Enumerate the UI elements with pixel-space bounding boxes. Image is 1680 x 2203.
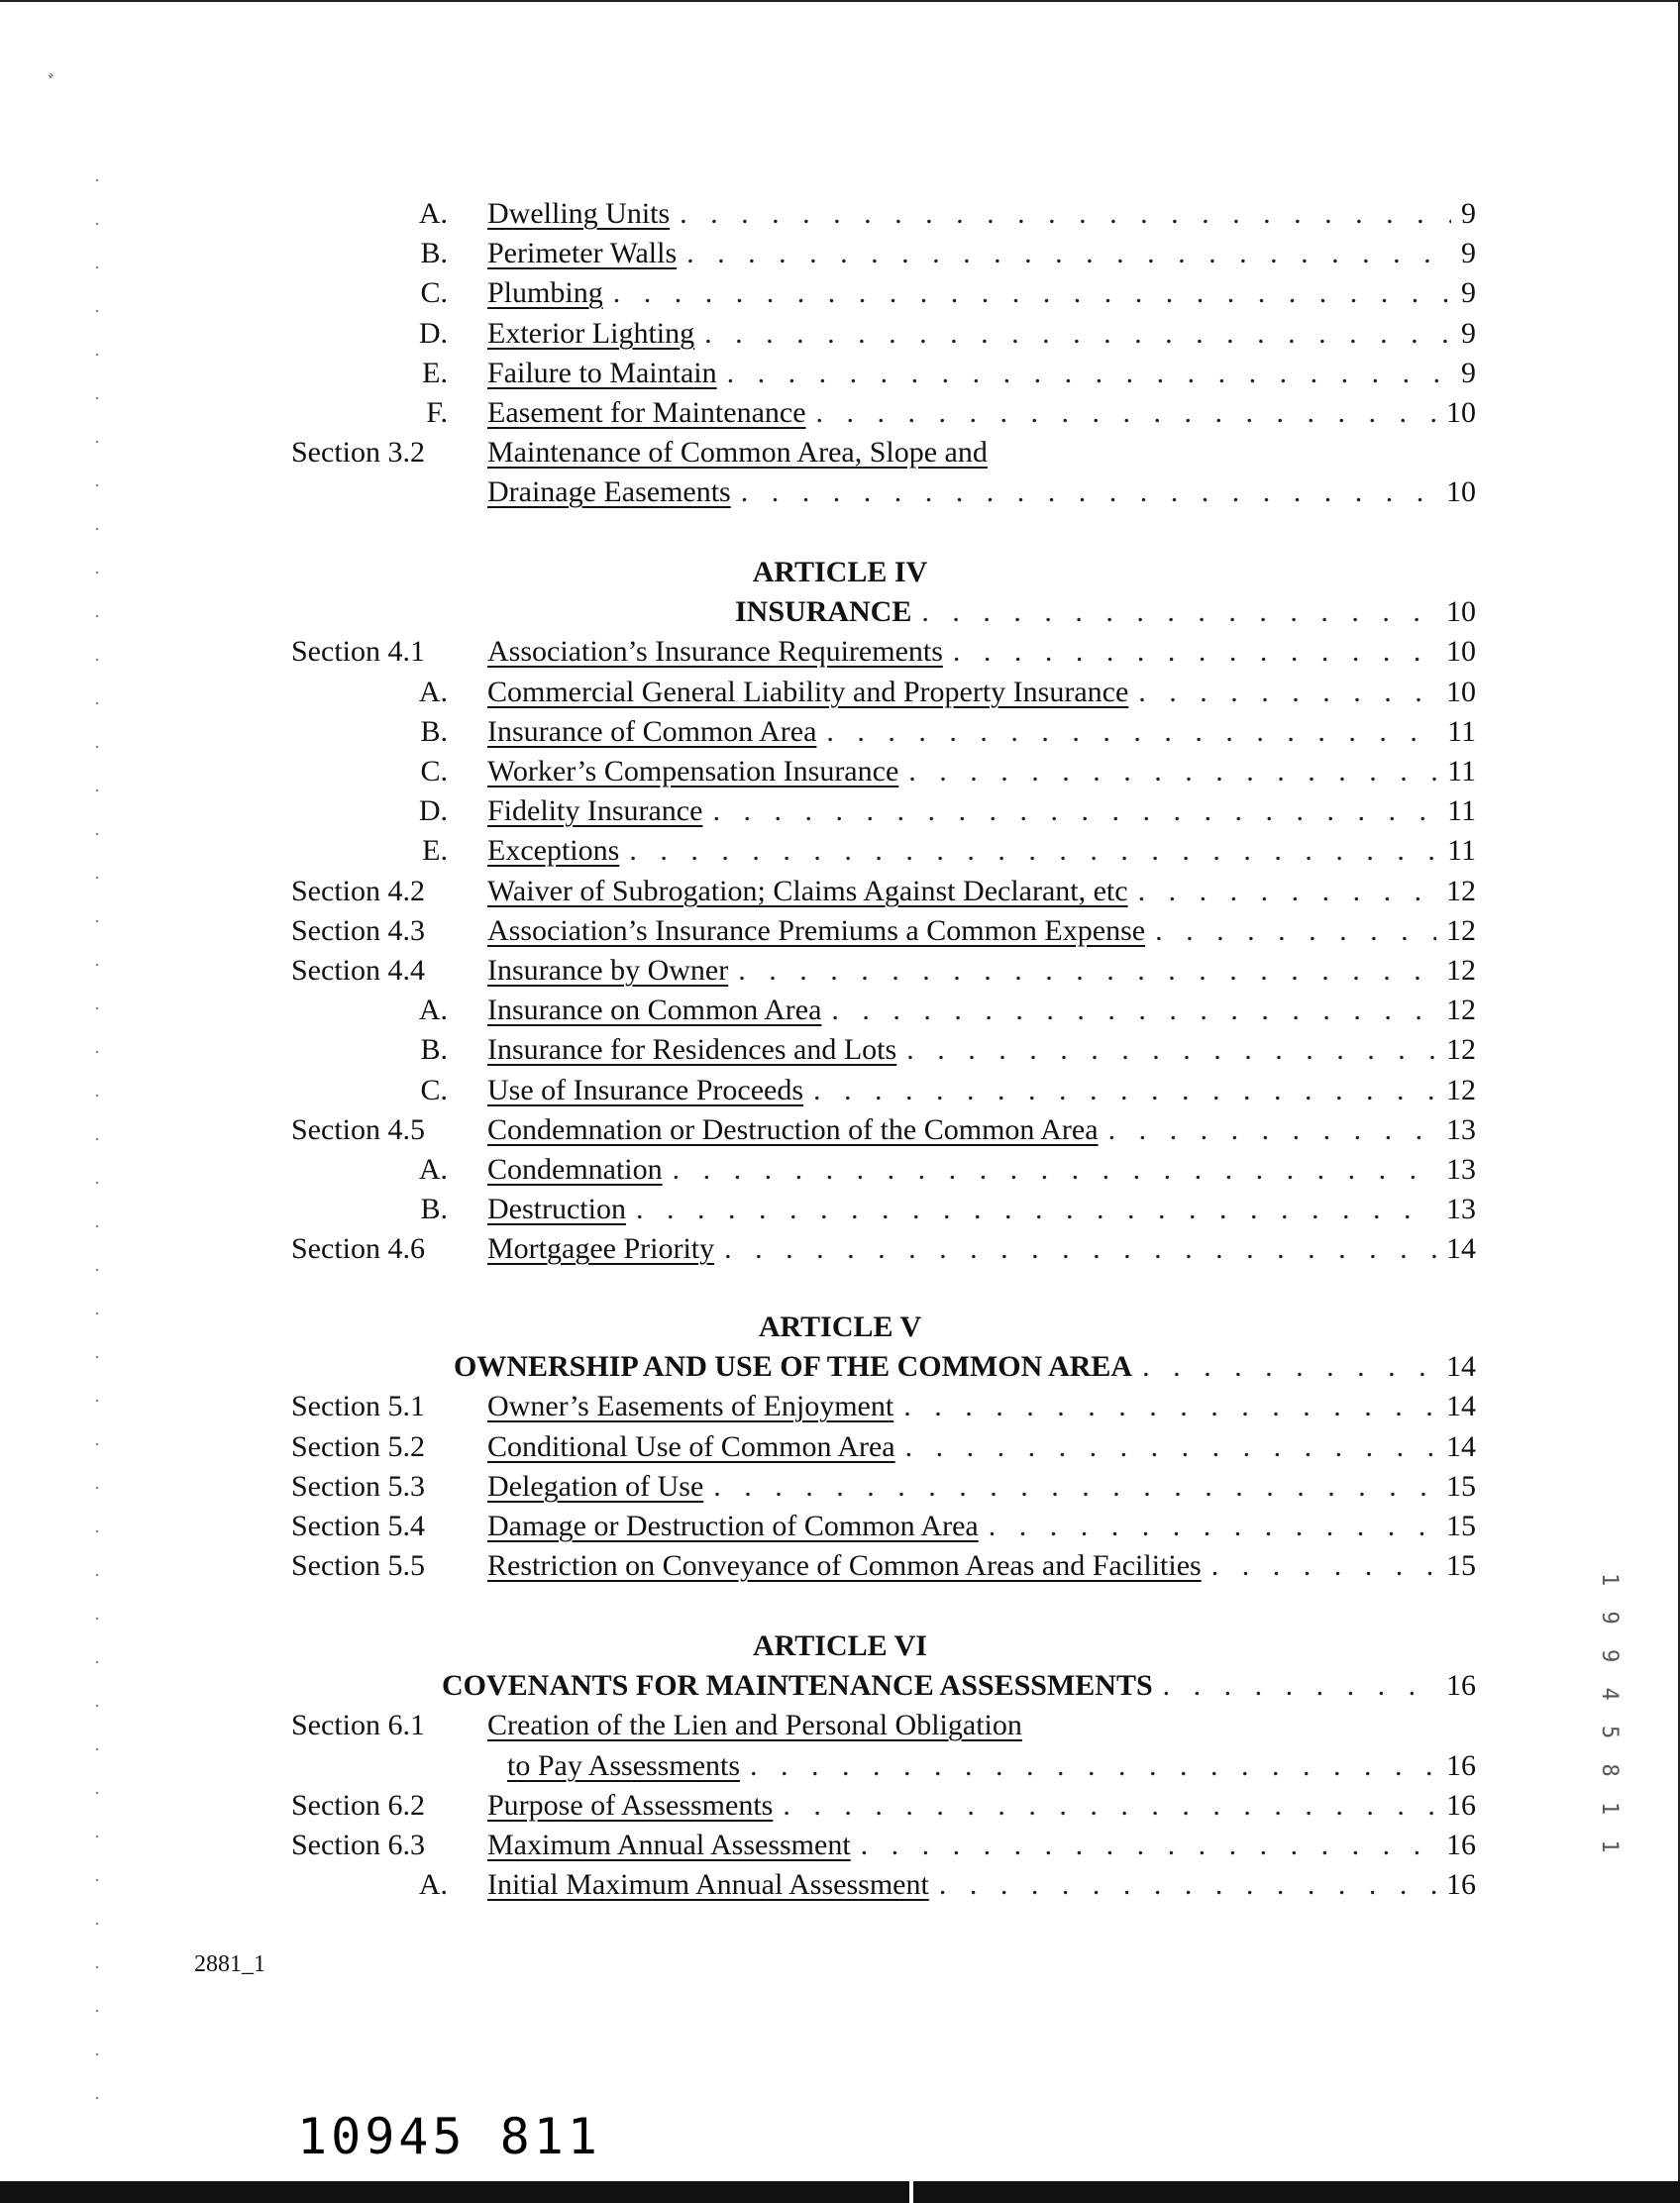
toc-entry [0, 393, 1680, 433]
entry-title: Maximum Annual Assessment [487, 1829, 851, 1861]
page-number: 12 [1446, 1074, 1476, 1106]
toc-entry [0, 1546, 1680, 1586]
leader-dots [908, 752, 1437, 791]
page-number: 10 [1446, 396, 1476, 429]
entry-title: Insurance for Residences and Lots [487, 1033, 897, 1066]
entry-title-line [487, 234, 1476, 273]
leader-dots [680, 194, 1451, 234]
page-number: 9 [1461, 237, 1476, 269]
leader-dots [816, 393, 1436, 433]
entry-title: Easement for Maintenance [487, 396, 806, 429]
leader-dots [921, 592, 1436, 632]
entry-title-line [487, 314, 1476, 354]
page-number: 9 [1461, 276, 1476, 309]
entry-title: Association’s Insurance Premiums a Common Expense [487, 914, 1146, 947]
section-number: Section 4.2 [291, 875, 425, 907]
leader-dots [783, 1786, 1436, 1826]
entry-title: Mortgagee Priority [487, 1232, 715, 1265]
entry-title-line [487, 194, 1476, 234]
entry-title-line [487, 1546, 1476, 1586]
toc-entry [0, 1826, 1680, 1865]
leader-dots [1142, 1347, 1436, 1387]
leader-dots [1155, 911, 1436, 951]
section-number: Section 4.4 [291, 954, 425, 987]
entry-title: Insurance on Common Area [487, 994, 822, 1026]
section-number: Section 5.1 [291, 1390, 425, 1422]
entry-title-line [507, 1746, 1476, 1786]
toc-entry [0, 1190, 1680, 1229]
toc-entry [0, 673, 1680, 712]
leader-dots [1211, 1546, 1436, 1586]
page-number: 13 [1446, 1193, 1476, 1225]
side-recording-mark: 1 9 9 4 5 8 1 1 [1597, 1573, 1622, 1859]
toc-entry [0, 194, 1680, 234]
page-number: 11 [1447, 834, 1476, 867]
document-id: 2881_1 [194, 1951, 265, 1977]
page-number: 12 [1446, 954, 1476, 987]
toc-entry [0, 951, 1680, 991]
leader-dots [673, 1150, 1436, 1190]
toc-entry [0, 314, 1680, 354]
subsection-letter: C. [420, 276, 448, 309]
page-number: 10 [1446, 595, 1476, 628]
leader-dots [712, 791, 1437, 831]
page-number: 12 [1446, 914, 1476, 947]
entry-title-line [487, 1387, 1476, 1426]
entry-title-line [487, 872, 1476, 911]
entry-title: Conditional Use of Common Area [487, 1430, 895, 1463]
page-number: 9 [1461, 317, 1476, 350]
entry-title: Waiver of Subrogation; Claims Against Declarant, etc [487, 875, 1128, 907]
page-number: 10 [1446, 676, 1476, 708]
section-number: Section 5.5 [291, 1549, 425, 1582]
entry-title-line [487, 1110, 1476, 1150]
section-number: Section 6.1 [291, 1709, 425, 1741]
subsection-letter: B. [420, 715, 448, 748]
section-number: Section 6.2 [291, 1789, 425, 1822]
page-number: 10 [1446, 475, 1476, 508]
entry-title-line [487, 1507, 1476, 1546]
toc-entry [0, 1229, 1680, 1269]
entry-title-line [487, 991, 1476, 1030]
section-number: Section 5.4 [291, 1510, 425, 1542]
leader-dots [738, 951, 1436, 991]
subsection-letter: E. [422, 357, 448, 389]
entry-title-line [487, 1190, 1476, 1229]
page-number: 11 [1447, 715, 1476, 748]
entry-title-line [487, 273, 1476, 313]
leader-dots [713, 1467, 1436, 1507]
toc-entry [0, 872, 1680, 911]
article-heading: ARTICLE IV [752, 556, 928, 588]
leader-dots [704, 314, 1451, 354]
leader-dots [629, 831, 1437, 871]
page-number: 16 [1446, 1789, 1476, 1822]
entry-title: Plumbing [487, 276, 603, 309]
subsection-letter: D. [418, 317, 448, 350]
entry-title: Condemnation or Destruction of the Common Area [487, 1113, 1099, 1146]
entry-title-line [487, 1150, 1476, 1190]
toc-entry [0, 712, 1680, 752]
leader-dots [613, 273, 1451, 313]
leader-dots [1163, 1666, 1436, 1706]
page-number: 12 [1446, 994, 1476, 1026]
page-number: 9 [1461, 197, 1476, 230]
leader-dots [826, 712, 1437, 752]
entry-title: Perimeter Walls [487, 237, 678, 269]
leader-dots [905, 1427, 1436, 1467]
leader-dots [1138, 872, 1436, 911]
scan-bottom-band [0, 2181, 1680, 2203]
subsection-letter: B. [420, 237, 448, 269]
entry-title: Insurance of Common Area [487, 715, 817, 748]
entry-title-line [487, 831, 1476, 871]
entry-title-line [487, 632, 1476, 672]
entry-title: Owner’s Easements of Enjoyment [487, 1390, 894, 1422]
leader-dots [831, 991, 1436, 1030]
toc-entry [0, 1427, 1680, 1467]
page-number: 12 [1446, 875, 1476, 907]
entry-title-line [487, 673, 1476, 712]
entry-title-line [487, 1071, 1476, 1110]
page-number: 13 [1446, 1153, 1476, 1186]
leader-dots [939, 1865, 1436, 1905]
toc-entry [0, 1150, 1680, 1190]
leader-dots [686, 234, 1451, 273]
toc-entry [0, 472, 1680, 512]
toc-entry [0, 1507, 1680, 1546]
toc-entry [0, 273, 1680, 313]
article-heading: ARTICLE V [758, 1311, 922, 1343]
entry-title: Drainage Easements [487, 475, 731, 508]
article-title-line [442, 1666, 1476, 1706]
page-number: 14 [1446, 1232, 1476, 1265]
section-number: Section 6.3 [291, 1829, 425, 1861]
entry-title-line [487, 472, 1476, 512]
section-number: Section 4.5 [291, 1113, 425, 1146]
entry-title: Delegation of Use [487, 1470, 704, 1503]
article-title: COVENANTS FOR MAINTENANCE ASSESSMENTS [442, 1669, 1153, 1702]
entry-title: Creation of the Lien and Personal Obligation [487, 1709, 1022, 1741]
toc-entry [0, 234, 1680, 273]
entry-title: Initial Maximum Annual Assessment [487, 1868, 929, 1901]
subsection-letter: A. [418, 1868, 448, 1901]
entry-title: Commercial General Liability and Property Insurance [487, 676, 1129, 708]
entry-title: Worker’s Compensation Insurance [487, 755, 899, 787]
entry-title: Condemnation [487, 1153, 663, 1186]
entry-title-line [487, 951, 1476, 991]
page-number: 15 [1446, 1510, 1476, 1542]
article-title-line [454, 1347, 1476, 1387]
leader-dots [989, 1507, 1436, 1546]
entry-title-line [487, 791, 1476, 831]
toc-entry [0, 911, 1680, 951]
leader-dots [953, 632, 1436, 672]
leader-dots [861, 1826, 1436, 1865]
subsection-letter: A. [418, 197, 448, 230]
entry-title: Fidelity Insurance [487, 794, 703, 827]
toc-entry [0, 433, 1680, 472]
entry-title: Exceptions [487, 834, 620, 867]
page-number: 11 [1447, 755, 1476, 787]
entry-title-line [487, 1030, 1476, 1070]
section-number: Section 4.1 [291, 635, 425, 668]
article-title: OWNERSHIP AND USE OF THE COMMON AREA [454, 1350, 1133, 1383]
subsection-letter: B. [420, 1193, 448, 1225]
page-number: 14 [1446, 1390, 1476, 1422]
section-number: Section 5.3 [291, 1470, 425, 1503]
page-number: 10 [1446, 635, 1476, 668]
article-heading: ARTICLE VI [753, 1629, 927, 1662]
subsection-letter: C. [420, 755, 448, 787]
leader-dots [724, 1229, 1436, 1269]
entry-title-line [487, 393, 1476, 433]
page-number: 14 [1446, 1430, 1476, 1463]
subsection-letter: E. [422, 834, 448, 867]
entry-title: Dwelling Units [487, 197, 671, 230]
entry-title: Restriction on Conveyance of Common Areas and Facilities [487, 1549, 1202, 1582]
entry-title-line [487, 354, 1476, 393]
entry-title-line [487, 1467, 1476, 1507]
entry-title-line [487, 1786, 1476, 1826]
entry-title: Maintenance of Common Area, Slope and [487, 436, 988, 469]
leader-dots [1108, 1110, 1436, 1150]
subsection-letter: B. [420, 1033, 448, 1066]
article-title: INSURANCE [735, 595, 912, 628]
leader-dots [813, 1071, 1436, 1110]
toc-entry [0, 831, 1680, 871]
entry-title: Use of Insurance Proceeds [487, 1074, 804, 1106]
leader-dots [750, 1746, 1436, 1786]
toc-entry [0, 1865, 1680, 1905]
toc-entry [0, 1071, 1680, 1110]
section-number: Section 5.2 [291, 1430, 425, 1463]
entry-title-line [487, 712, 1476, 752]
recording-stamp: 10945 811 [297, 2108, 601, 2165]
page-number: 15 [1446, 1549, 1476, 1582]
entry-title: Purpose of Assessments [487, 1789, 774, 1822]
page-number: 16 [1446, 1749, 1476, 1782]
page-number: 16 [1446, 1669, 1476, 1702]
entry-title-line [487, 1865, 1476, 1905]
toc-entry [0, 1110, 1680, 1150]
page-number: 12 [1446, 1033, 1476, 1066]
page-number: 11 [1447, 794, 1476, 827]
toc-entry [0, 1030, 1680, 1070]
toc-entry [0, 354, 1680, 393]
entry-title-line [487, 1427, 1476, 1467]
entry-title-line [487, 911, 1476, 951]
entry-title: Insurance by Owner [487, 954, 729, 987]
toc-entry [0, 1387, 1680, 1426]
page-number: 9 [1461, 357, 1476, 389]
entry-title: to Pay Assessments [507, 1749, 741, 1782]
toc-entry [0, 791, 1680, 831]
entry-title-line [487, 433, 1476, 472]
entry-title-line [487, 1229, 1476, 1269]
subsection-letter: A. [418, 676, 448, 708]
scan-corner-mark: ﾞ [48, 73, 57, 95]
entry-title: Failure to Maintain [487, 357, 717, 389]
toc-entry [0, 1467, 1680, 1507]
page-number: 13 [1446, 1113, 1476, 1146]
entry-title: Damage or Destruction of Common Area [487, 1510, 979, 1542]
toc-entry [0, 991, 1680, 1030]
section-number: Section 4.3 [291, 914, 425, 947]
entry-title-line [487, 1706, 1476, 1745]
leader-dots [903, 1387, 1436, 1426]
section-number: Section 4.6 [291, 1232, 425, 1265]
leader-dots [741, 472, 1436, 512]
toc-entry [0, 1746, 1680, 1786]
entry-title: Destruction [487, 1193, 626, 1225]
page-number: 16 [1446, 1868, 1476, 1901]
page-number: 15 [1446, 1470, 1476, 1503]
toc-entry [0, 1786, 1680, 1826]
entry-title-line [487, 752, 1476, 791]
article-title-line [735, 592, 1476, 632]
subsection-letter: A. [418, 1153, 448, 1186]
entry-title-line [487, 1826, 1476, 1865]
subsection-letter: F. [426, 396, 448, 429]
leader-dots [727, 354, 1451, 393]
toc-entry [0, 752, 1680, 791]
leader-dots [636, 1190, 1436, 1229]
entry-title: Association’s Insurance Requirements [487, 635, 943, 668]
subsection-letter: A. [418, 994, 448, 1026]
toc-entry [0, 1706, 1680, 1745]
scan-bottom-gap [909, 2181, 913, 2203]
subsection-letter: C. [420, 1074, 448, 1106]
entry-title: Exterior Lighting [487, 317, 695, 350]
subsection-letter: D. [418, 794, 448, 827]
page-number: 14 [1446, 1350, 1476, 1383]
section-number: Section 3.2 [291, 436, 425, 469]
page-number: 16 [1446, 1829, 1476, 1861]
leader-dots [1138, 673, 1436, 712]
leader-dots [906, 1030, 1436, 1070]
toc-entry [0, 632, 1680, 672]
